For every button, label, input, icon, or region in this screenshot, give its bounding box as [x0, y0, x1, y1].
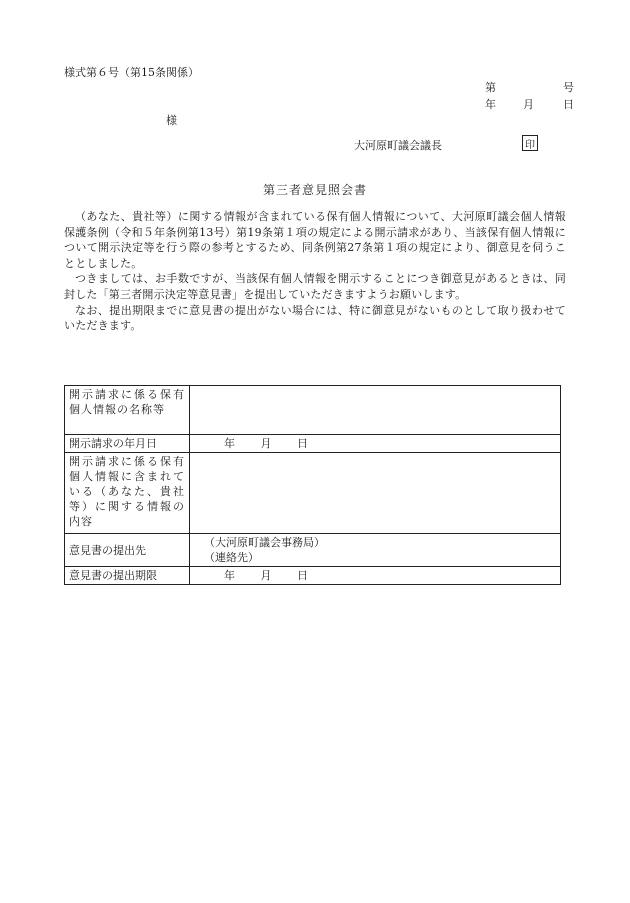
deadline-day-label: 日	[297, 569, 308, 582]
request-year-label: 年	[224, 437, 235, 450]
table-row-submission-deadline	[65, 567, 561, 585]
deadline-month-label: 月	[260, 569, 272, 582]
row-value-personal-info-name	[190, 386, 561, 435]
body-paragraph-3: なお、提出期限までに意見書の提出がない場合には、特に御意見がないものとして取り扱わせていただきます。	[64, 303, 566, 333]
row-value-request-date	[190, 435, 561, 453]
row-value-submission-destination	[190, 534, 561, 567]
table-row-submission-destination	[65, 534, 561, 567]
row-label-personal-info-name: 開示請求に係る保有個人情報の名称等	[65, 386, 190, 435]
form-number-label: 様式第６号（第15条関係）	[64, 66, 199, 79]
document-title: 第三者意見照会書	[262, 183, 367, 197]
body-text	[64, 209, 566, 334]
submission-contact: （連絡先）	[204, 551, 259, 564]
request-month-label: 月	[260, 437, 272, 450]
date-month-label: 月	[523, 98, 534, 111]
addressee-honorific: 様	[166, 114, 177, 127]
deadline-year-label: 年	[224, 569, 235, 582]
info-table	[64, 385, 561, 585]
submission-office: （大河原町議会事務局）	[204, 536, 325, 549]
body-paragraph-1: （あなた、貴社等）に関する情報が含まれている保有個人情報について、大河原町議会個人情報保護条例（令和５年条例第13号）第19条第１項の規定による開示請求があり、当該保有個人情報について開示決定等を行う際の参考とするため、同条例第27条第１項の規定により、御意見を伺うこととしました。	[64, 210, 566, 270]
table-row-request-date	[65, 435, 561, 453]
request-day-label: 日	[297, 437, 308, 450]
document-number-suffix: 号	[563, 81, 574, 94]
document-number-prefix: 第	[485, 81, 496, 94]
table-row-info-content	[65, 453, 561, 534]
date-year-label: 年	[485, 98, 496, 111]
seal-stamp-icon: 印	[522, 135, 538, 151]
row-label-request-date: 開示請求の年月日	[65, 435, 190, 453]
body-paragraph-2: つきましては、お手数ですが、当該保有個人情報を開示することにつき御意見があるときは、同封した「第三者開示決定等意見書」を提出していただきますようお願いします。	[64, 272, 566, 301]
row-label-submission-destination: 意見書の提出先	[65, 534, 190, 567]
row-value-submission-deadline	[190, 567, 561, 585]
table-row-personal-info-name	[65, 386, 561, 435]
row-label-info-content: 開示請求に係る保有個人情報に含まれている（あなた、貴社等）に関する情報の内容	[65, 453, 190, 534]
date-day-label: 日	[563, 98, 574, 111]
row-value-info-content	[190, 453, 561, 534]
sender-name: 大河原町議会議長	[354, 139, 442, 152]
row-label-submission-deadline: 意見書の提出期限	[65, 567, 190, 585]
